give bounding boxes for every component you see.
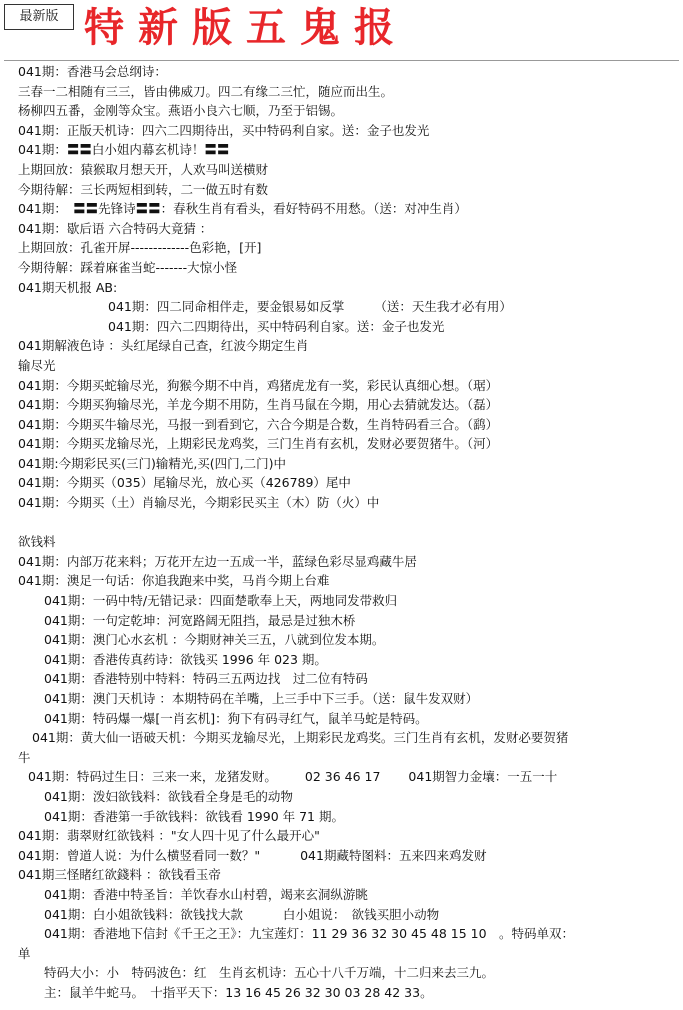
line-text: 041期：香港马会总纲诗： <box>18 64 167 79</box>
line-text: 041期：澳门心水玄机 ：今期财神关三五，八就到位发本期。 <box>44 632 385 648</box>
text-line <box>0 748 683 768</box>
line-text: 上期回放：孔雀开屏-------------色彩艳，[开] <box>18 240 262 256</box>
line-text: 041期：四六二四期待出，买中特码利自家。送：金子也发光 <box>108 318 445 334</box>
line-text: （送：天生我才必有用） <box>374 299 512 315</box>
text-line <box>0 297 683 317</box>
line-text: 041期：一句定乾坤：河宽路阔无阻挡，最忌是过独木桥 <box>44 612 356 628</box>
line-text: 041期：今期买（035）尾输尽光，放心买（426789）尾中 <box>18 475 351 491</box>
line-text: 041期：黄大仙一语破天机：今期买龙输尽光，上期彩民龙鸡奖。三门生肖有玄机，发财必要贺猪 <box>32 730 569 746</box>
line-text: 041期：香港地下信封《千王之王》：九宝莲灯：11 29 36 32 30 45 48 15 10 。特码单双： <box>44 926 575 942</box>
line-text: 牛 <box>18 749 31 765</box>
line-text: 三春一二相随有三三，皆由佛威刀。四二有缘二三忙，随应而出生。 <box>18 83 394 99</box>
line-text: 041期：特码爆一爆[一肖玄机]：狗下有码寻红气，鼠羊马蛇是特码。 <box>44 710 428 726</box>
line-text: 041期：一码中特/无错记录：四面楚歌奉上天，两地同发带救归 <box>44 593 398 609</box>
content-body <box>0 62 683 1003</box>
text-line <box>0 630 683 650</box>
line-text: 041期天机报 AB: <box>18 279 118 295</box>
text-line <box>0 826 683 846</box>
line-text: 041期：今期买（土）肖输尽光，今期彩民买主（木）防（火）中 <box>18 495 380 511</box>
line-text: 今期待解：三长两短相到转，二一做五时有数 <box>18 181 269 197</box>
line-text: 041期：内部万花来料；万花开左边一五成一半，蓝绿色彩尽显鸡藏牛居 <box>18 553 417 569</box>
line-text: 上期回放：猿猴取月想天开，人欢马叫送横财 <box>18 161 269 177</box>
line-text: 主：鼠羊牛蛇马。 十指平天下：13 16 45 26 32 30 03 28 42 33。 <box>44 984 433 1000</box>
line-text: 02 36 46 17 <box>304 769 381 785</box>
line-text: 白小姐说： 欲钱买胆小动物 <box>282 906 440 922</box>
text-line <box>0 571 683 591</box>
text-line <box>0 807 683 827</box>
text-line <box>0 395 683 415</box>
text-line <box>0 552 683 572</box>
line-text: 041期：澳门天机诗 ：本期特码在羊嘴，上三手中下三手。（送：鼠牛发双财） <box>44 691 479 706</box>
text-line <box>0 434 683 454</box>
text-line <box>0 689 683 709</box>
line-text: 041期解液色诗 ：头红尾绿自己查，红波今期定生肖 <box>18 338 309 354</box>
line-text: 041期智力金壤：一五一十 <box>408 769 558 785</box>
line-text: 041期：今期买蛇输尽光，狗猴今期不中肖，鸡猪虎龙有一奖，彩民认真细心想。（琚） <box>18 377 499 393</box>
line-text: 041期藏特图料：五来四来鸡发财 <box>300 847 487 863</box>
text-line <box>0 787 683 807</box>
line-text: 041期：四二同命相伴走，要金银易如反掌 <box>108 299 345 315</box>
line-text: 041期：澳足一句话：你追我跑来中奖，马肖今期上台难 <box>18 573 330 589</box>
line-text: 欲钱料 <box>18 534 56 550</box>
text-line <box>0 767 683 787</box>
text-line <box>0 415 683 435</box>
text-line <box>0 82 683 102</box>
line-text: 041期：香港传真药诗：欲钱买 1996 年 023 期。 <box>44 651 327 667</box>
line-text: 单 <box>18 945 31 961</box>
text-line <box>0 140 683 160</box>
line-text: 041期：正版天机诗：四六二四期待出，买中特码利自家。送：金子也发光 <box>18 122 430 138</box>
line-text: 041期：香港特别中特料：特码三五两边找 过二位有特码 <box>44 671 368 687</box>
line-text: 041期：今期买龙输尽光，上期彩民龙鸡奖，三门生肖有玄机，发财必要贺猪牛。（河） <box>18 436 499 452</box>
line-text: 杨柳四五番，金刚等众宝。燕语小良六七顺，乃至于铝锡。 <box>18 103 344 119</box>
page-title: 特新版五鬼报 <box>84 4 408 51</box>
line-text: 041期三怪睹红欲錢料 ：欲钱看玉帝 <box>18 867 221 883</box>
text-line <box>0 454 683 474</box>
text-line <box>0 709 683 729</box>
text-line <box>0 219 683 239</box>
text-line <box>0 199 683 219</box>
text-line <box>0 865 683 885</box>
line-text: 041期： 〓〓先锋诗〓〓：春秋生肖有看头，看好特码不用愁。（送：对冲生肖） <box>18 201 467 217</box>
text-line <box>0 650 683 670</box>
line-text: 041期：今期买牛输尽光，马报一到看到它，六合今期是合数，生肖特码看三合。（鹞） <box>18 416 499 432</box>
text-line <box>0 924 683 944</box>
line-text: 041期：〓〓白小姐内幕玄机诗！〓〓 <box>18 142 230 158</box>
text-line <box>0 336 683 356</box>
line-text: 041期：翡翠财红欲钱料 ："女人四十见了什么最开心" <box>18 828 320 844</box>
text-line <box>0 121 683 141</box>
text-line <box>0 963 683 983</box>
text-line <box>0 356 683 376</box>
text-line <box>0 258 683 278</box>
line-text: 041期：香港中特圣旨：羊饮春水山村碧，竭来玄洞纵游眺 <box>44 886 368 902</box>
text-line <box>0 160 683 180</box>
line-text: 特码大小：小 特码波色：红 生肖玄机诗：五心十八千万端，十二归来去三九。 <box>44 965 495 981</box>
text-line <box>0 846 683 866</box>
line-text: 今期待解：踩着麻雀当蛇-------大惊小怪 <box>18 259 238 275</box>
text-line <box>0 317 683 337</box>
text-line <box>0 885 683 905</box>
text-line <box>0 669 683 689</box>
line-text: 041期：歇后语 六合特码大竟猜 ： <box>18 220 213 236</box>
text-line <box>0 532 683 552</box>
line-text: 041期：今期买狗输尽光，羊龙今期不用防，生肖马鼠在今期，用心去猜就发达。（磊） <box>18 397 499 413</box>
text-line <box>0 728 683 748</box>
text-line <box>0 944 683 964</box>
line-text: 041期：香港第一手欲钱料：欲钱看 1990 年 71 期。 <box>44 808 344 824</box>
line-text: 输尽光 <box>18 357 56 373</box>
text-line <box>0 611 683 631</box>
line-text: 041期：白小姐欲钱料：欲钱找大款 <box>44 906 243 922</box>
line-text: 041期：特码过生日：三来一来，龙猪发财。 <box>28 769 277 785</box>
text-line <box>0 493 683 513</box>
line-text: 041期：曾道人说：为什么横竖看同一数？" <box>18 847 261 863</box>
text-line <box>0 983 683 1003</box>
text-line <box>0 376 683 396</box>
latest-edition-badge: 最新版 <box>4 4 74 30</box>
line-text: 041期：泼妇欲钱料：欲钱看全身是毛的动物 <box>44 788 293 804</box>
text-line <box>0 238 683 258</box>
text-line <box>0 591 683 611</box>
title-divider <box>4 60 679 61</box>
text-line <box>0 278 683 298</box>
text-line <box>0 180 683 200</box>
blank-line <box>0 513 683 533</box>
text-line <box>0 62 683 82</box>
text-line <box>0 101 683 121</box>
text-line <box>0 905 683 925</box>
line-text: 041期:今期彩民买(三门)输精光,买(四门,二门)中 <box>18 455 287 471</box>
text-line <box>0 473 683 493</box>
